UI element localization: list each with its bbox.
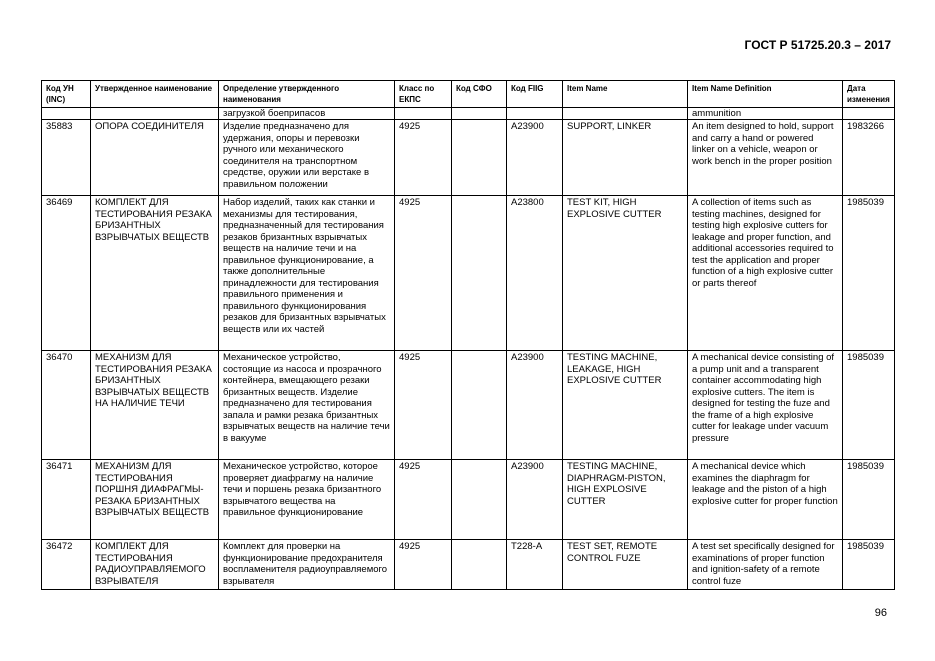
table-header-row (42, 81, 895, 108)
cell-ekps: 4925 (395, 351, 452, 460)
continuation-definition: загрузкой боеприпасов (219, 108, 395, 120)
column-header: Определение утвержденного наименования (219, 81, 395, 108)
document-header: ГОСТ Р 51725.20.3 – 2017 (744, 38, 891, 52)
cell-sfo (452, 196, 507, 351)
table-row (42, 351, 895, 460)
cell-item-definition: A mechanical device which examines the diaphragm for leakage and the piston of a high explosive cutter for proper function (688, 460, 843, 540)
cell-item-definition: A mechanical device consisting of a pump unit and a transparent container accommodating high explosive cutters. The item is designed for testing the fuze and the frame of a high explosive cutter for leakage under vacuum pressure (688, 351, 843, 460)
cell-item-name: SUPPORT, LINKER (563, 120, 688, 196)
cell-item-definition: An item designed to hold, support and carry a hand or powered linker on a vehicle, weapon or work bench in the proper position (688, 120, 843, 196)
cell-code: 36472 (42, 540, 91, 590)
cell-fiig: A23900 (507, 460, 563, 540)
cell-item-name: TEST KIT, HIGH EXPLOSIVE CUTTER (563, 196, 688, 351)
column-header: Код FIIG (507, 81, 563, 108)
table-row (42, 460, 895, 540)
cell-item-definition: A test set specifically designed for examinations of proper function and ignition-safety of a remote control fuze (688, 540, 843, 590)
cell-sfo (452, 460, 507, 540)
column-header: Утвержденное наименование (91, 81, 219, 108)
cell-item-name: TESTING MACHINE, DIAPHRAGM-PISTON, HIGH EXPLOSIVE CUTTER (563, 460, 688, 540)
cell-item-definition: A collection of items such as testing machines, designed for testing high explosive cutters for leakage and proper function, and additional accessories required to test the application and proper function of a high explosive cutter or parts thereof (688, 196, 843, 351)
table-row (42, 196, 895, 351)
cell-code: 36469 (42, 196, 91, 351)
column-header: Класс по ЕКПС (395, 81, 452, 108)
table-row (42, 540, 895, 590)
column-header: Item Name (563, 81, 688, 108)
cell-name: МЕХАНИЗМ ДЛЯ ТЕСТИРОВАНИЯ РЕЗАКА БРИЗАНТНЫХ ВЗРЫВЧАТЫХ ВЕЩЕСТВ НА НАЛИЧИЕ ТЕЧИ (91, 351, 219, 460)
cell-fiig: A23900 (507, 120, 563, 196)
cell-date: 1983266 (843, 120, 895, 196)
cell-ekps: 4925 (395, 120, 452, 196)
cell-fiig: A23800 (507, 196, 563, 351)
cell-item-name: TESTING MACHINE, LEAKAGE, HIGH EXPLOSIVE CUTTER (563, 351, 688, 460)
cell-code: 36470 (42, 351, 91, 460)
cell-definition: Набор изделий, таких как станки и механизмы для тестирования, предназначенный для тестирования резаков бризантных взрывчатых веществ на наличие течи и на правильное функционирование, а также дополнительные принадлежности для тестирования правильного применения и правильного функционирования резаков для бризантных взрывчатых веществ или их частей (219, 196, 395, 351)
cell-code: 35883 (42, 120, 91, 196)
cell-definition: Изделие предназначено для удержания, опоры и перевозки ручного или механического соединителя на транспортном средстве, оружии или верстаке в правильном положении (219, 120, 395, 196)
cell-name: ОПОРА СОЕДИНИТЕЛЯ (91, 120, 219, 196)
cell-sfo (452, 120, 507, 196)
cell-fiig: T228-A (507, 540, 563, 590)
cell-date: 1985039 (843, 196, 895, 351)
cell-definition: Комплект для проверки на функционирование предохранителя воспламенителя радиоуправляемого взрывателя (219, 540, 395, 590)
cell-fiig: A23900 (507, 351, 563, 460)
column-header: Код СФО (452, 81, 507, 108)
cell-definition: Механическое устройство, которое проверяет диафрагму на наличие течи и поршень резака бризантного взрывчатого вещества на правильное функционирование (219, 460, 395, 540)
cell-ekps: 4925 (395, 460, 452, 540)
cell-code: 36471 (42, 460, 91, 540)
column-header: Дата изменения (843, 81, 895, 108)
cell-sfo (452, 540, 507, 590)
cell-name: МЕХАНИЗМ ДЛЯ ТЕСТИРОВАНИЯ ПОРШНЯ ДИАФРАГМЫ-РЕЗАКА БРИЗАНТНЫХ ВЗРЫВЧАТЫХ ВЕЩЕСТВ (91, 460, 219, 540)
cell-name: КОМПЛЕКТ ДЛЯ ТЕСТИРОВАНИЯ РАДИОУПРАВЛЯЕМОГО ВЗРЫВАТЕЛЯ (91, 540, 219, 590)
continuation-item-definition: ammunition (688, 108, 843, 120)
cell-name: КОМПЛЕКТ ДЛЯ ТЕСТИРОВАНИЯ РЕЗАКА БРИЗАНТНЫХ ВЗРЫВЧАТЫХ ВЕЩЕСТВ (91, 196, 219, 351)
cell-date: 1985039 (843, 460, 895, 540)
table-row (42, 120, 895, 196)
cell-date: 1985039 (843, 540, 895, 590)
continuation-row (42, 108, 895, 120)
cell-ekps: 4925 (395, 540, 452, 590)
column-header: Код УН (INC) (42, 81, 91, 108)
cell-sfo (452, 351, 507, 460)
cell-definition: Механическое устройство, состоящие из насоса и прозрачного контейнера, вмещающего резаки бризантных веществ. Изделие предназначено для тестирования запала и рамки резака бризантных взрывчатых веществ на наличие течи в вакууме (219, 351, 395, 460)
cell-ekps: 4925 (395, 196, 452, 351)
cell-item-name: TEST SET, REMOTE CONTROL FUZE (563, 540, 688, 590)
nomenclature-table (41, 80, 895, 590)
cell-date: 1985039 (843, 351, 895, 460)
page-number: 96 (874, 607, 887, 619)
column-header: Item Name Definition (688, 81, 843, 108)
